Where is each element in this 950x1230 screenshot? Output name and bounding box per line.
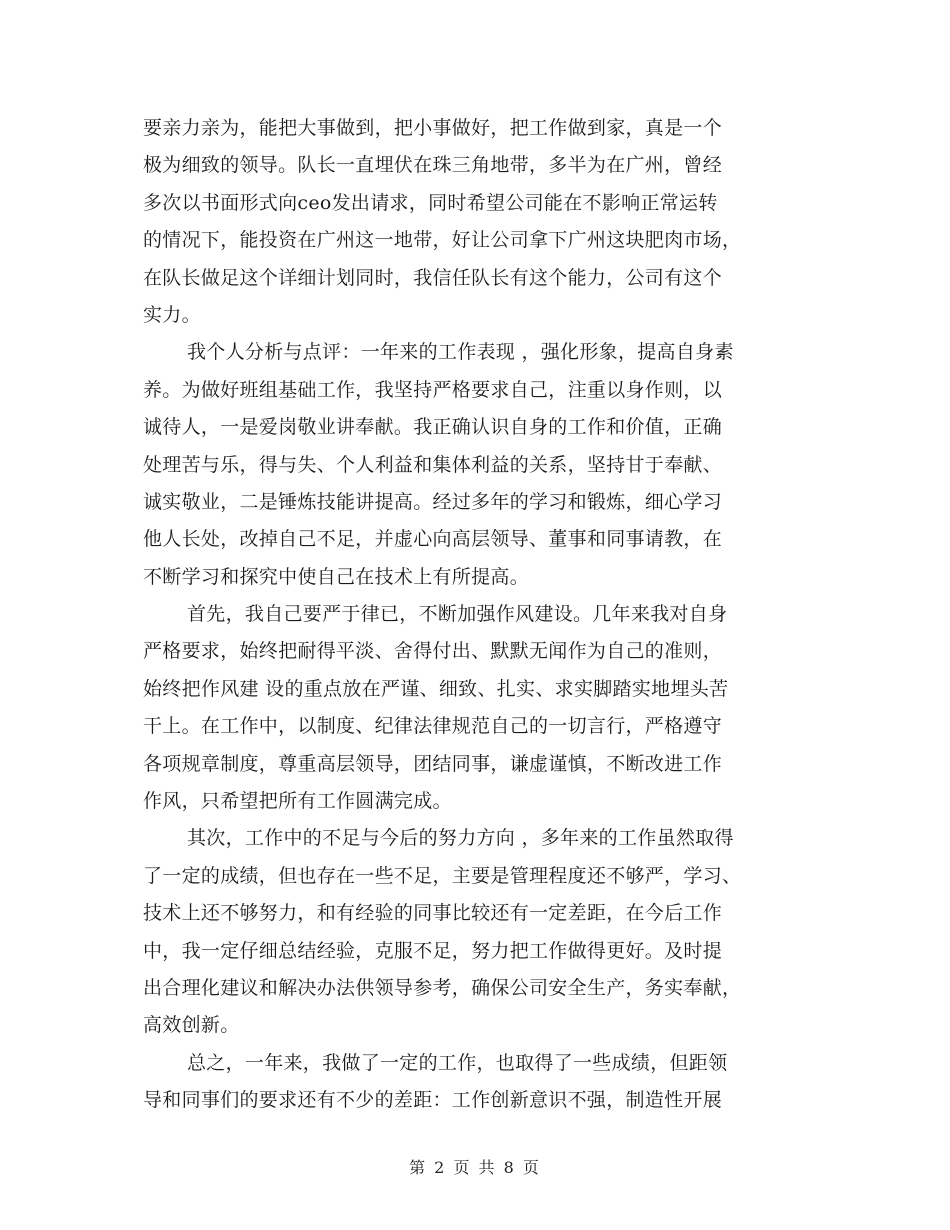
text-line: 诚待人，一是爱岗敬业讲奉献。我正确认识自身的工作和价值，正确 [143, 416, 723, 439]
paragraph-4 [143, 820, 811, 1044]
text-line: 中，我一定仔细总结经验，克服不足，努力把工作做得更好。及时提 [143, 939, 723, 962]
text-line: 不断学习和探究中使自己在技术上有所提高。 [143, 565, 530, 588]
text-line: 多次以书面形式向ceo发出请求，同时希望公司能在不影响正常运转 [143, 191, 718, 214]
text-line: 他人长处，改掉自己不足，并虚心向高层领导、董事和同事请教，在 [143, 528, 723, 551]
text-line: 干上。在工作中，以制度、纪律法律规范自己的一切言行，严格遵守 [143, 715, 723, 738]
text-line: 的情况下，能投资在广州这一地带，好让公司拿下广州这块肥肉市场， [143, 229, 742, 252]
text-line: 始终把作风建 设的重点放在严谨、细致、扎实、求实脚踏实地埋头苦 [143, 677, 729, 700]
document-body [143, 110, 811, 1120]
text-line: 要亲力亲为，能把大事做到，把小事做好，把工作做到家，真是一个 [143, 117, 723, 139]
text-line: 了一定的成绩，但也存在一些不足，主要是管理程度还不够严，学习、 [143, 864, 742, 887]
text-line: 极为细致的领导。队长一直埋伏在珠三角地带，多半为在广州，曾经 [143, 154, 723, 177]
paragraph-5 [143, 1045, 811, 1120]
paragraph-3 [143, 596, 811, 820]
text-line: 总之，一年来，我做了一定的工作，也取得了一些成绩，但距领 [187, 1051, 728, 1074]
text-line: 实力。 [143, 303, 201, 326]
paragraph-2 [143, 334, 811, 596]
text-line: 我个人分析与点评：一年来的工作表现 ，强化形象，提高自身素 [187, 341, 734, 364]
text-line: 各项规章制度，尊重高层领导，团结同事，谦虚谨慎，不断改进工作 [143, 752, 723, 775]
text-line: 首先，我自己要严于律已，不断加强作风建设。几年来我对自身 [187, 603, 728, 626]
page-number-footer: 第 2 页 共 8 页 [409, 1158, 541, 1177]
text-line: 作风，只希望把所有工作圆满完成。 [143, 790, 452, 813]
paragraph-1 [143, 110, 811, 334]
text-line: 高效创新。 [143, 1014, 240, 1037]
text-line: 出合理化建议和解决办法供领导参考，确保公司安全生产，务实奉献， [143, 976, 742, 999]
text-line: 处理苦与乐，得与失、个人利益和集体利益的关系，坚持甘于奉献、 [143, 453, 723, 476]
text-line: 导和同事们的要求还有不少的差距：工作创新意识不强，制造性开展 [143, 1089, 723, 1112]
text-line: 诚实敬业，二是锤炼技能讲提高。经过多年的学习和锻炼，细心学习 [143, 490, 723, 513]
text-line: 在队长做足这个详细计划同时，我信任队长有这个能力，公司有这个 [143, 266, 723, 289]
text-line: 其次，工作中的不足与今后的努力方向 ，多年来的工作虽然取得 [187, 827, 734, 850]
text-line: 技术上还不够努力，和有经验的同事比较还有一定差距，在今后工作 [143, 902, 723, 925]
text-line: 养。为做好班组基础工作，我坚持严格要求自己，注重以身作则，以 [143, 378, 723, 401]
text-line: 严格要求，始终把耐得平淡、舍得付出、默默无闻作为自己的准则， [143, 640, 723, 663]
